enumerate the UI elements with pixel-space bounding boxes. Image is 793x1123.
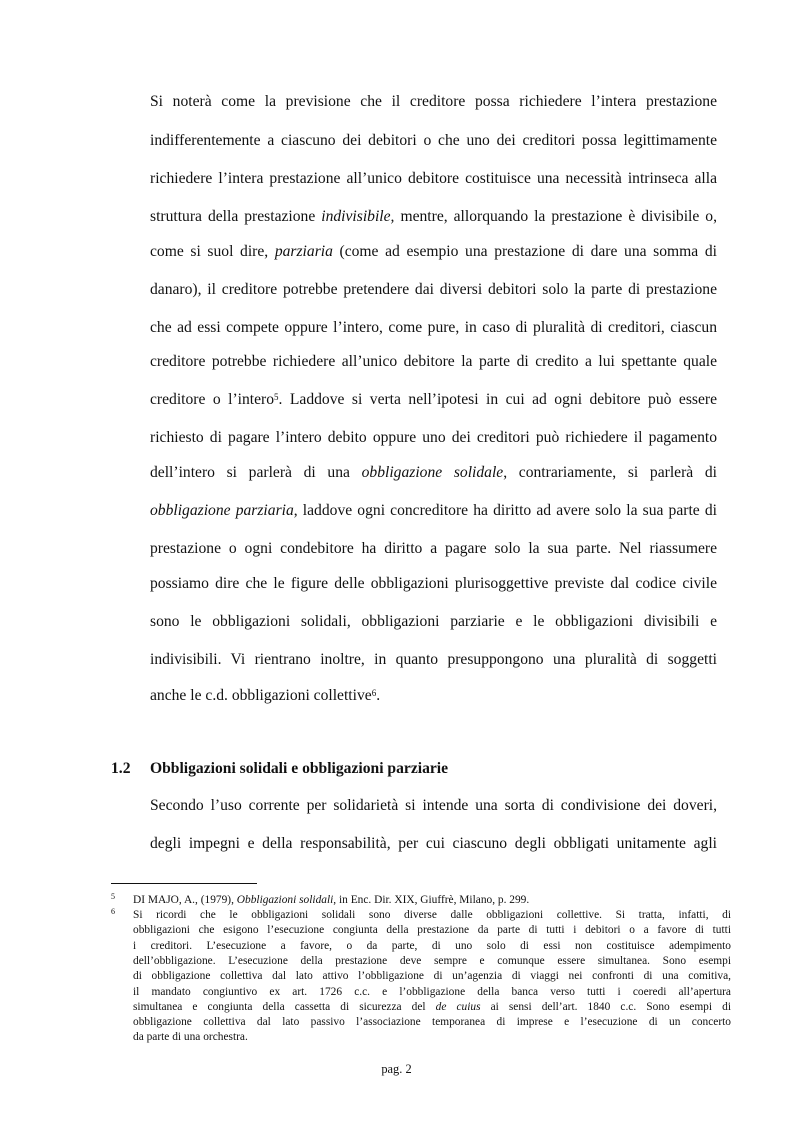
- italic-term: obbligazione solidale: [361, 464, 504, 481]
- body-line: indifferentemente a ciascuno dei debitori o che uno dei creditori possa legittimamente: [150, 132, 717, 149]
- footnote-marker: 6: [111, 907, 115, 916]
- footnote-line: da parte di una orchestra.: [133, 1031, 248, 1044]
- body-line: prestazione o ogni condebitore ha diritto a pagare solo la sua parte. Nel riassumere: [150, 540, 717, 557]
- page-number: pag. 2: [381, 1062, 412, 1076]
- italic-term: parziaria: [274, 243, 333, 260]
- section-body-line: Secondo l’uso corrente per solidarietà si intende una sorta di condivisione dei doveri,: [150, 797, 717, 814]
- body-line: creditore o l’intero$^5$. Laddove si verta nell’ipotesi in cui ad ogni debitore può essere: [150, 391, 717, 408]
- section-body-line: degli impegni e della responsabilità, per cui ciascuno degli obbligati unitamente agli: [150, 835, 717, 852]
- footnote-line: il mandato congiuntivo ex art. 1726 c.c. e l’obbligazione della banca verso tutti i coeredi all’apertura: [133, 985, 731, 998]
- footnote-marker: 5: [111, 892, 115, 901]
- body-line: che ad essi compete oppure l’intero, come pure, in caso di pluralità di creditori, ciascun: [150, 319, 717, 336]
- body-line: creditore potrebbe richiedere all’unico debitore la parte di credito a lui spettante quale: [150, 353, 717, 370]
- body-line: richiedere l’intera prestazione all’unico debitore costituisce una necessità intrinseca alla: [150, 170, 717, 187]
- section-number: 1.2: [111, 760, 131, 777]
- section-title: Obbligazioni solidali e obbligazioni parziarie: [150, 760, 449, 777]
- italic-term: indivisibile,: [321, 208, 395, 225]
- footnote-ref-5: 5: [274, 392, 279, 402]
- footnote-line: dell’obbligazione. L’esecuzione della prestazione deve sempre e comunque essere simultanea. Sono esempi: [133, 954, 731, 967]
- body-line: possiamo dire che le figure delle obbligazioni plurisoggettive previste dal codice civile: [150, 575, 717, 592]
- footnote-line: DI MAJO, A., (1979), Obbligazioni solidali, in Enc. Dir. XIX, Giuffrè, Milano, p. 299.: [133, 894, 530, 906]
- footnote-ref-6: 6: [371, 688, 377, 698]
- body-line: struttura della prestazione indivisibile, mentre, allorquando la prestazione è divisibile o,: [150, 208, 717, 225]
- body-line: richiesto di pagare l’intero debito oppure uno dei creditori può richiedere il pagamento: [150, 429, 717, 446]
- body-line: sono le obbligazioni solidali, obbligazioni parziarie e le obbligazioni divisibili e: [150, 613, 717, 630]
- body-line: come si suol dire, parziaria (come ad esempio una prestazione di dare una somma di: [150, 243, 717, 260]
- footnote-line: i creditori. L’esecuzione a favore, o da parte, di uno solo di essi non costituisce adempimento: [133, 939, 731, 952]
- footnote-line: di obbligazione collettiva dal lato attivo l’obbligazione di un’agenzia di viaggi nei confronti di una comitiva,: [133, 970, 731, 983]
- body-line: danaro), il creditore potrebbe pretendere dai diversi debitori solo la parte di prestazione: [150, 281, 717, 298]
- body-line: obbligazione parziaria, laddove ogni concreditore ha diritto ad avere solo la sua parte di: [150, 502, 717, 519]
- italic-term: obbligazione parziaria: [150, 502, 294, 519]
- body-line: indivisibili. Vi rientrano inoltre, in quanto presuppongono una pluralità di soggetti: [150, 651, 717, 668]
- footnote-line: obbligazioni che esigono l’esecuzione congiunta della prestazione da parte di tutti i debitori o a favore di tutti: [133, 924, 731, 937]
- body-line: Si noterà come la previsione che il creditore possa richiedere l’intera prestazione: [150, 93, 717, 110]
- body-line: dell’intero si parlerà di una obbligazione solidale, contrariamente, si parlerà di: [150, 464, 717, 481]
- body-line-last: anche le c.d. obbligazioni collettive$^6$.: [150, 687, 381, 704]
- footnote-line: obbligazione collettiva dal lato passivo l’associazione temporanea di imprese e l’esecuzione di un concerto: [133, 1016, 731, 1029]
- footnote-line: simultanea e congiunta della cassetta di sicurezza del de cuius ai sensi dell’art. 1840 c.c. Sono esempi di: [133, 1000, 731, 1013]
- footnote-line: Si ricordi che le obbligazioni solidali sono diverse dalle obbligazioni collettive. Si tratta, infatti, di: [133, 909, 731, 921]
- footnote-separator: [111, 883, 257, 884]
